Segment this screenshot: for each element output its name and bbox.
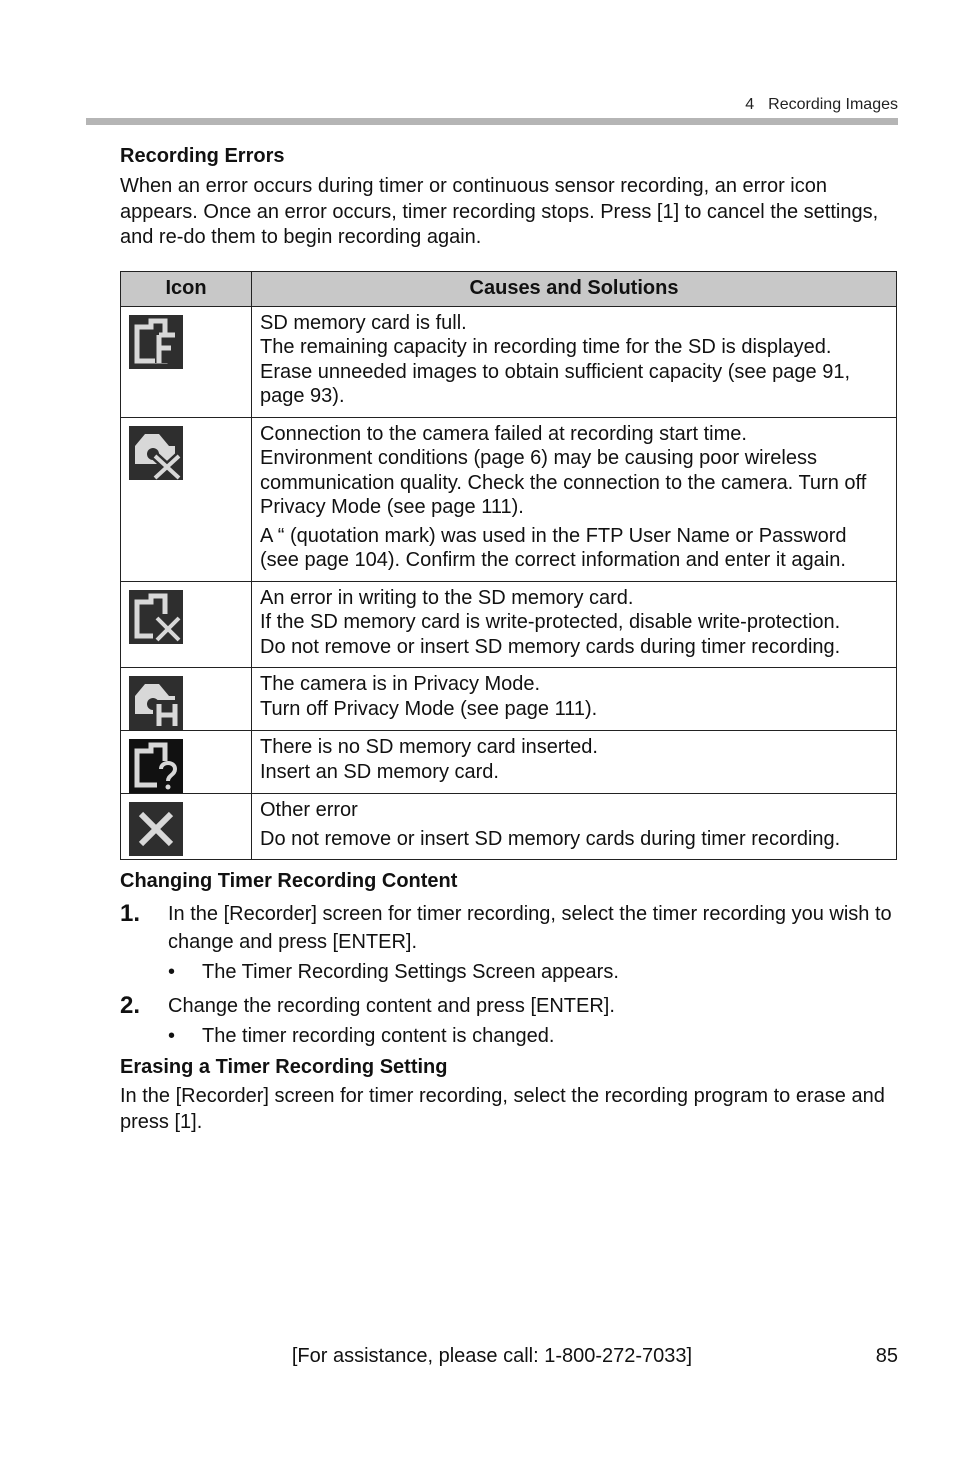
step-item: [120, 992, 897, 1020]
table-row: [121, 794, 897, 860]
erasing-text: In the [Recorder] screen for timer recording, select the recording program to erase and press [1].: [120, 1085, 885, 1133]
table-header-row: [121, 271, 897, 306]
page-number: 85: [875, 1345, 898, 1367]
step-number: 1.: [120, 900, 141, 927]
table-row: [121, 417, 897, 581]
chapter-title: Recording Images: [768, 96, 898, 113]
bullet-icon: •: [168, 1025, 176, 1047]
bullet-icon: •: [168, 961, 176, 983]
changing-steps: [120, 900, 897, 1050]
sd-card-full-icon: [129, 315, 183, 369]
no-sd-card-icon: [129, 739, 183, 793]
step-text: In the [Recorder] screen for timer recording, select the timer recording you wish to change and press [ENTER].: [168, 903, 892, 953]
column-header-causes: Causes and Solutions: [252, 271, 897, 306]
cause-solution-cell: [252, 794, 897, 860]
cause-solution-text: There is no SD memory card inserted. Insert an SD memory card.: [260, 736, 598, 783]
cause-solution-cell: [252, 306, 897, 417]
bullet-text: The Timer Recording Settings Screen appears.: [202, 961, 619, 983]
camera-connection-error-icon: [129, 426, 183, 480]
step-text: Change the recording content and press [ENTER].: [168, 995, 615, 1017]
cause-solution-cell: [252, 417, 897, 581]
camera-privacy-mode-icon: [129, 676, 183, 730]
cause-solution-text: Other error: [260, 799, 358, 821]
cause-solution-text: An error in writing to the SD memory card. If the SD memory card is write-protected, disable write-protection. Do not remove or insert SD memory cards during timer recording.: [260, 586, 841, 658]
cause-solution-text: Do not remove or insert SD memory cards during timer recording.: [260, 827, 841, 850]
step-result-bullet: [168, 1022, 897, 1050]
table-row: [121, 581, 897, 668]
recording-errors-intro: When an error occurs during timer or continuous sensor recording, an error icon appears. Once an error occurs, timer recording stops. Press [1] to cancel the settings, and re-do them to begin recording again.: [120, 175, 879, 248]
step-number: 2.: [120, 992, 141, 1019]
table-row: [121, 731, 897, 794]
other-error-icon: [129, 802, 183, 856]
error-icon-table: [120, 271, 897, 861]
cause-solution-cell: [252, 731, 897, 794]
cause-solution-text: A “ (quotation mark) was used in the FTP User Name or Password (see page 104). Confirm the correct information and enter it again.: [260, 524, 847, 571]
erasing-heading: Erasing a Timer Recording Setting: [120, 1056, 448, 1078]
step-item: [120, 900, 897, 956]
changing-heading: Changing Timer Recording Content: [120, 870, 458, 892]
recording-errors-heading: Recording Errors: [120, 145, 285, 167]
cause-solution-text: SD memory card is full. The remaining capacity in recording time for the SD is displayed. Erase unneeded images to obtain sufficient capacity (see page 91, page 93).: [260, 311, 851, 407]
icon-cell: [121, 581, 252, 668]
running-header: [745, 96, 898, 114]
column-header-icon: Icon: [121, 271, 252, 306]
cause-solution-cell: [252, 668, 897, 731]
assistance-line: [For assistance, please call: 1-800-272-7033]: [291, 1345, 693, 1367]
icon-cell: [121, 794, 252, 860]
step-result-bullet: [168, 958, 897, 986]
icon-cell: [121, 668, 252, 731]
header-rule: [86, 118, 898, 125]
bullet-text: The timer recording content is changed.: [202, 1025, 555, 1047]
icon-cell: [121, 306, 252, 417]
table-row: [121, 306, 897, 417]
cause-solution-text: The camera is in Privacy Mode. Turn off Privacy Mode (see page 111).: [260, 673, 598, 720]
chapter-number: 4: [745, 96, 755, 113]
cause-solution-text: Connection to the camera failed at recording start time. Environment conditions (page 6) may be causing poor wireless communication quality. Check the connection to the camera. Turn off Privacy Mode (see page 111).: [260, 422, 867, 518]
main-content: [120, 143, 897, 1135]
cause-solution-cell: [252, 581, 897, 668]
sd-write-error-icon: [129, 590, 183, 644]
icon-cell: [121, 731, 252, 794]
table-row: [121, 668, 897, 731]
icon-cell: [121, 417, 252, 581]
